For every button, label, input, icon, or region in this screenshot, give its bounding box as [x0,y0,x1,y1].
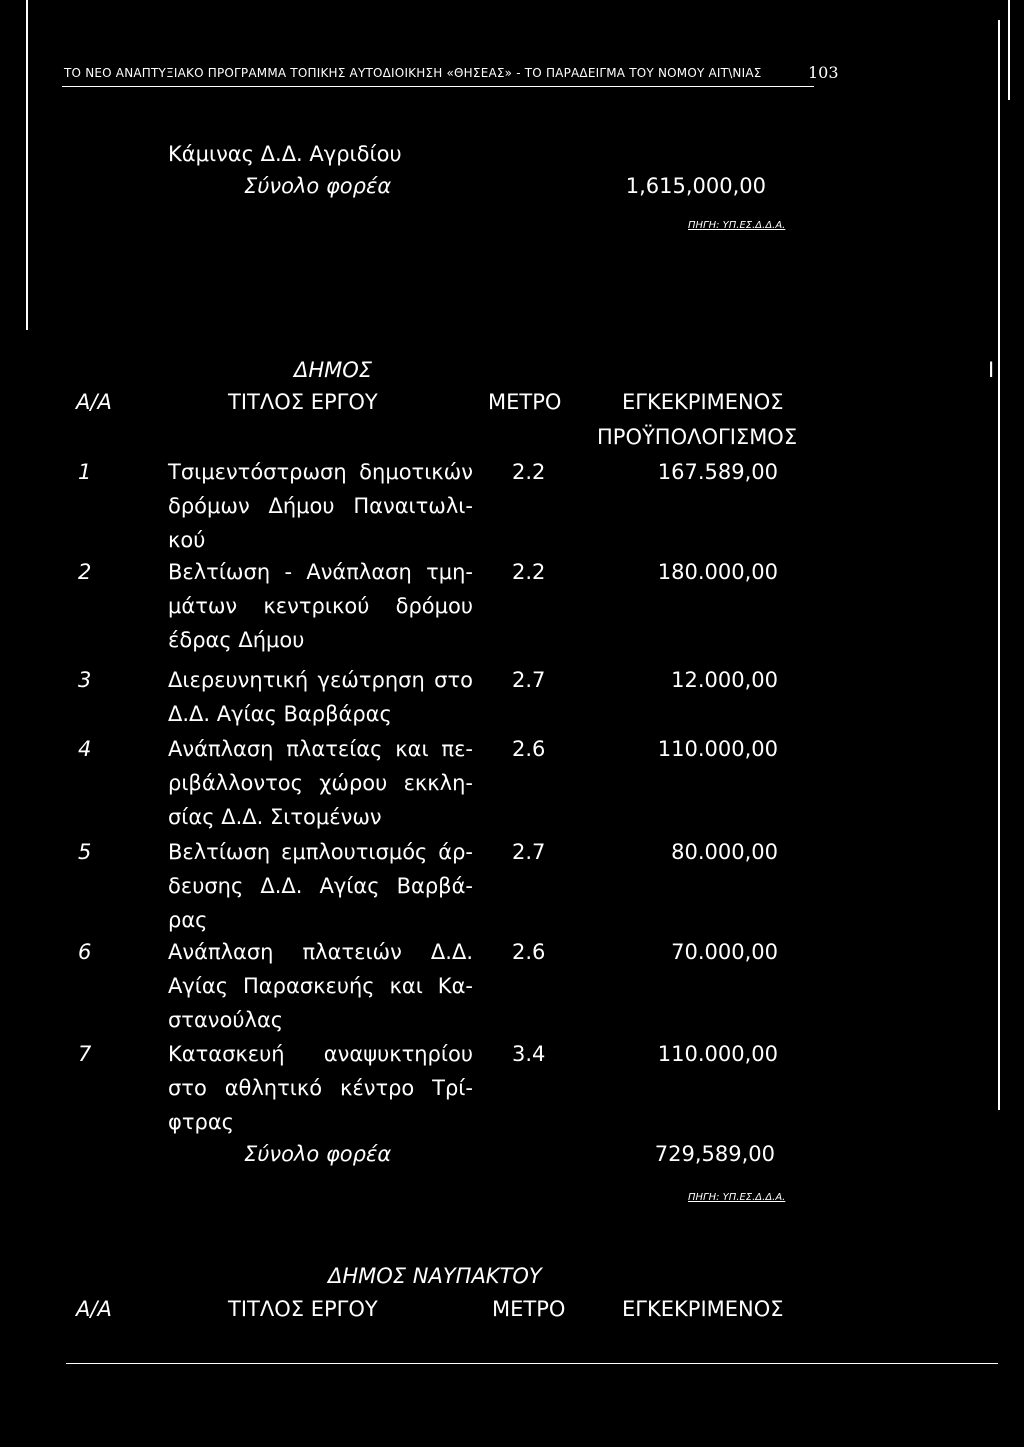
row-2-budget: 180.000,00 [657,560,778,584]
row-4-title-line: Ανάπλαση πλατείας και πε- [168,737,473,761]
col-budget-line2: ΠΡΟΫΠΟΛΟΓΙΣΜΟΣ [597,425,798,449]
next-col-aa: Α/Α [76,1297,112,1321]
row-1-budget: 167.589,00 [657,460,778,484]
row-7-budget: 110.000,00 [657,1042,778,1066]
col-budget: ΕΓΚΕΚΡΙΜΕΝΟΣ [622,390,784,414]
row-4-title-line: σίας Δ.Δ. Σιτομένων [168,805,382,829]
row-6-title-line: Αγίας Παρασκευής και Κα- [168,974,473,998]
row-4-aa: 4 [78,737,92,761]
row-2-measure: 2.2 [512,560,546,584]
section-right-mark: I [988,358,995,382]
next-section-title: ΔΗΜΟΣ ΝΑΥΠΑΚΤΟΥ [328,1264,542,1288]
row-7-title-line: στο αθλητικό κέντρο Τρί- [168,1076,473,1100]
row-1-title-line: δρόμων Δήμου Παναιτωλι- [168,494,473,518]
row-1-aa: 1 [78,460,92,484]
right-border-line [998,20,1000,1110]
row-4-budget: 110.000,00 [657,737,778,761]
section-total-value: 729,589,00 [654,1142,775,1166]
row-2-aa: 2 [78,560,92,584]
row-7-title-line: φτρας [168,1110,234,1134]
prev-source: ΠΗΓΗ: ΥΠ.ΕΣ.Δ.Δ.Α. [688,220,786,231]
row-3-measure: 2.7 [512,668,546,692]
row-1-title-line: Τσιμεντόστρωση δημοτικών [168,460,473,484]
row-6-measure: 2.6 [512,940,546,964]
row-5-aa: 5 [78,840,92,864]
row-2-title-line: μάτων κεντρικού δρόμου [168,594,473,618]
prev-item-line: Κάμινας Δ.Δ. Αγριδίου [168,142,402,166]
row-7-measure: 3.4 [512,1042,546,1066]
row-7-title-line: Κατασκευή αναψυκτηρίου [168,1042,473,1066]
row-3-title-line: Δ.Δ. Αγίας Βαρβάρας [168,702,392,726]
page-number: 103 [808,63,839,82]
next-col-budget: ΕΓΚΕΚΡΙΜΕΝΟΣ [622,1297,784,1321]
row-4-title-line: ριβάλλοντος χώρου εκκλη- [168,771,473,795]
row-5-measure: 2.7 [512,840,546,864]
row-4-measure: 2.6 [512,737,546,761]
row-6-budget: 70.000,00 [671,940,778,964]
row-7-aa: 7 [78,1042,92,1066]
row-6-title-line: Ανάπλαση πλατειών Δ.Δ. [168,940,473,964]
next-col-title: ΤΙΤΛΟΣ ΕΡΓΟΥ [228,1297,378,1321]
col-aa: Α/Α [76,390,112,414]
row-6-title-line: στανούλας [168,1008,284,1032]
prev-total-label: Σύνολο φορέα [244,174,392,198]
left-border-line [26,0,28,330]
row-5-title-line: ρας [168,908,208,932]
col-title: ΤΙΤΛΟΣ ΕΡΓΟΥ [228,390,378,414]
section-source: ΠΗΓΗ: ΥΠ.ΕΣ.Δ.Δ.Α. [688,1192,786,1203]
row-3-title-line: Διερευνητική γεώτρηση στο [168,668,473,692]
section-total-label: Σύνολο φορέα [244,1142,392,1166]
row-2-title-line: Βελτίωση - Ανάπλαση τμη- [168,560,473,584]
header-rule [62,86,814,87]
row-3-budget: 12.000,00 [671,668,778,692]
running-header: ΤΟ ΝΕΟ ΑΝΑΠΤΥΞΙΑΚΟ ΠΡΟΓΡΑΜΜΑ ΤΟΠΙΚΗΣ ΑΥΤΟΔΙΟΙΚΗΣΗ «ΘΗΣΕΑΣ» - ΤΟ ΠΑΡΑΔΕΙΓΜΑ ΤΟΥ ΝΟΜΟΥ ΑΙΤ\ΝΙΑΣ [64,66,762,80]
row-6-aa: 6 [78,940,92,964]
row-2-title-line: έδρας Δήμου [168,628,305,652]
section-title: ΔΗΜΟΣ [294,358,373,382]
next-col-measure: ΜΕΤΡΟ [492,1297,566,1321]
row-5-title-line: δευσης Δ.Δ. Αγίας Βαρβά- [168,874,473,898]
row-3-aa: 3 [78,668,92,692]
row-5-title-line: Βελτίωση εμπλουτισμός άρ- [168,840,473,864]
row-1-title-line: κού [168,528,206,552]
prev-total-value: 1,615,000,00 [625,174,766,198]
bottom-rule [66,1363,998,1364]
row-5-budget: 80.000,00 [671,840,778,864]
row-1-measure: 2.2 [512,460,546,484]
col-measure: ΜΕΤΡΟ [488,390,562,414]
right-border-tick [1008,0,1010,100]
